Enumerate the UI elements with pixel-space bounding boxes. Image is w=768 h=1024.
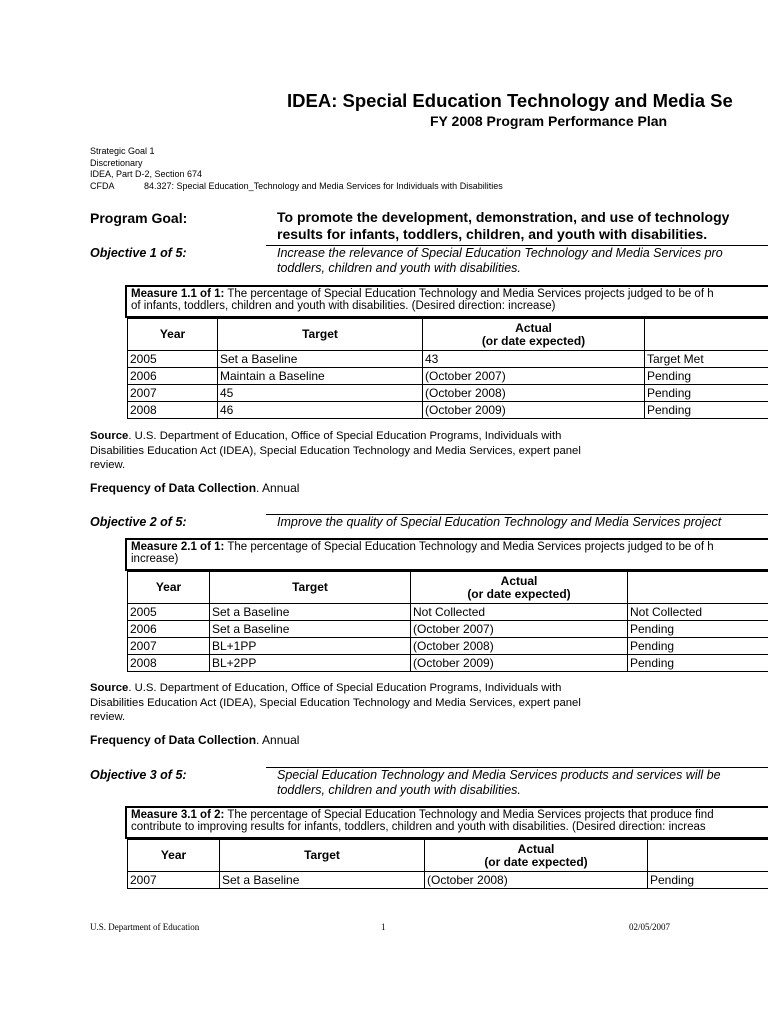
page-subtitle: FY 2008 Program Performance Plan	[430, 113, 668, 129]
cell-target: Set a Baseline	[218, 351, 423, 368]
table-header-row	[128, 840, 768, 872]
measure1-table	[127, 318, 768, 419]
cfda-label: CFDA	[90, 180, 115, 191]
objective1-frequency	[90, 481, 299, 495]
frequency-label: Frequency of Data Collection	[90, 481, 257, 495]
objective3-line1: Special Education Technology and Media Services products and services will be	[277, 768, 721, 782]
measure3-table	[127, 839, 768, 889]
table-header-row	[128, 319, 768, 351]
table-row	[128, 351, 768, 368]
objective3-text	[277, 768, 721, 798]
measure1-box	[125, 285, 768, 318]
objective1-label: Objective 1 of 5:	[90, 246, 187, 260]
col-status	[648, 840, 768, 872]
cell-year: 2005	[128, 604, 210, 621]
cell-year: 2005	[128, 351, 218, 368]
program-goal-line1: To promote the development, demonstration, and use of technology	[277, 209, 730, 225]
cell-status: Pending	[648, 872, 768, 889]
source-label: Source	[90, 682, 129, 694]
footer-date: 02/05/2007	[629, 922, 671, 932]
cell-status: Pending	[628, 621, 768, 638]
footer-page-number: 1	[381, 922, 386, 932]
cell-actual: (October 2008)	[425, 872, 648, 889]
meta-idea-part: IDEA, Part D-2, Section 674	[90, 169, 203, 179]
col-actual: Actual (or date expected)	[425, 840, 648, 872]
measure3-line2: contribute to improving results for infants, toddlers, children and youth with disabilities. (Desired direction: increas	[131, 821, 706, 833]
program-goal-text	[277, 209, 729, 243]
objective2-frequency	[90, 733, 299, 747]
objective2-line1: Improve the quality of Special Education Technology and Media Services project	[277, 515, 722, 529]
measure2-label: Measure 2.1 of 1:	[131, 541, 225, 553]
cell-target: Maintain a Baseline	[218, 368, 423, 385]
frequency-label: Frequency of Data Collection	[90, 733, 257, 747]
table-row	[128, 368, 768, 385]
footer-left: U.S. Department of Education	[90, 922, 200, 932]
measure3-box	[125, 806, 768, 839]
cell-status: Pending	[645, 368, 768, 385]
cell-year: 2006	[128, 368, 218, 385]
measure1-line1: The percentage of Special Education Technology and Media Services projects judged to be of h	[224, 288, 714, 300]
col-actual: Actual (or date expected)	[423, 319, 645, 351]
objective1-line2: toddlers, children and youth with disabilities.	[277, 261, 521, 275]
table-row	[128, 638, 768, 655]
cell-actual: Not Collected	[411, 604, 628, 621]
cell-actual: (October 2008)	[423, 385, 645, 402]
cell-year: 2007	[128, 638, 210, 655]
col-target: Target	[210, 572, 411, 604]
table-row	[128, 655, 768, 672]
measure1-line2: of infants, toddlers, children and youth with disabilities. (Desired direction: increase)	[131, 300, 556, 312]
cell-actual: (October 2007)	[423, 368, 645, 385]
table-row	[128, 402, 768, 419]
cell-target: Set a Baseline	[210, 621, 411, 638]
cell-year: 2008	[128, 655, 210, 672]
measure2-box	[125, 538, 768, 571]
cell-target: 46	[218, 402, 423, 419]
col-target: Target	[220, 840, 425, 872]
cell-target: Set a Baseline	[220, 872, 425, 889]
meta-discretionary: Discretionary	[90, 157, 143, 168]
table-row	[128, 621, 768, 638]
cell-year: 2007	[128, 385, 218, 402]
cell-actual: 43	[423, 351, 645, 368]
cell-year: 2008	[128, 402, 218, 419]
cell-status: Not Collected	[628, 604, 768, 621]
col-year: Year	[128, 572, 210, 604]
objective3-line2: toddlers, children and youth with disabilities.	[277, 783, 521, 797]
cell-target: Set a Baseline	[210, 604, 411, 621]
col-status	[645, 319, 768, 351]
cell-year: 2007	[128, 872, 220, 889]
source-label: Source	[90, 430, 129, 442]
measure2-line1: The percentage of Special Education Technology and Media Services projects judged to be of h	[224, 541, 714, 553]
objective1-source: Source. U.S. Department of Education, Office of Special Education Programs, Individuals with Disabilities Education Act (IDEA), Special Education Technology and Media Services, expert panel review.	[90, 430, 581, 472]
objective3-label: Objective 3 of 5:	[90, 768, 187, 782]
objective2-label: Objective 2 of 5:	[90, 515, 187, 529]
measure1-label: Measure 1.1 of 1:	[131, 288, 225, 300]
measure3-line1: The percentage of Special Education Technology and Media Services projects that produce find	[224, 809, 714, 821]
objective2-source: Source. U.S. Department of Education, Office of Special Education Programs, Individuals with Disabilities Education Act (IDEA), Special Education Technology and Media Services, expert panel review.	[90, 682, 581, 724]
cell-status: Pending	[645, 385, 768, 402]
table-row	[128, 385, 768, 402]
col-year: Year	[128, 840, 220, 872]
measure3-label: Measure 3.1 of 2:	[131, 809, 225, 821]
cell-actual: (October 2009)	[411, 655, 628, 672]
cell-status: Pending	[628, 638, 768, 655]
cell-status: Target Met	[645, 351, 768, 368]
cell-actual: (October 2009)	[423, 402, 645, 419]
program-goal-label: Program Goal:	[90, 210, 188, 226]
meta-cfda	[90, 181, 503, 193]
measure2-table	[127, 571, 768, 672]
cell-status: Pending	[628, 655, 768, 672]
cfda-text: 84.327: Special Education_Technology and Media Services for Individuals with Disabilities	[144, 180, 503, 191]
page-title: IDEA: Special Education Technology and Media Se	[287, 90, 733, 111]
objective2-text	[277, 515, 721, 530]
measure2-line2: increase)	[131, 553, 179, 565]
cell-target: BL+1PP	[210, 638, 411, 655]
frequency-value: . Annual	[256, 733, 300, 747]
cell-actual: (October 2007)	[411, 621, 628, 638]
col-actual: Actual (or date expected)	[411, 572, 628, 604]
objective1-line1: Increase the relevance of Special Education Technology and Media Services pro	[277, 246, 723, 260]
table-header-row	[128, 572, 768, 604]
program-goal-line2: results for infants, toddlers, children, and youth with disabilities.	[277, 226, 708, 242]
meta-strategic-goal: Strategic Goal 1	[90, 146, 155, 156]
document-meta	[90, 146, 503, 192]
cell-status: Pending	[645, 402, 768, 419]
col-target: Target	[218, 319, 423, 351]
cell-target: 45	[218, 385, 423, 402]
col-status	[628, 572, 768, 604]
col-year: Year	[128, 319, 218, 351]
frequency-value: . Annual	[256, 481, 300, 495]
table-row	[128, 604, 768, 621]
objective1-text	[277, 246, 723, 276]
cell-year: 2006	[128, 621, 210, 638]
cell-target: BL+2PP	[210, 655, 411, 672]
table-row	[128, 872, 768, 889]
cell-actual: (October 2008)	[411, 638, 628, 655]
